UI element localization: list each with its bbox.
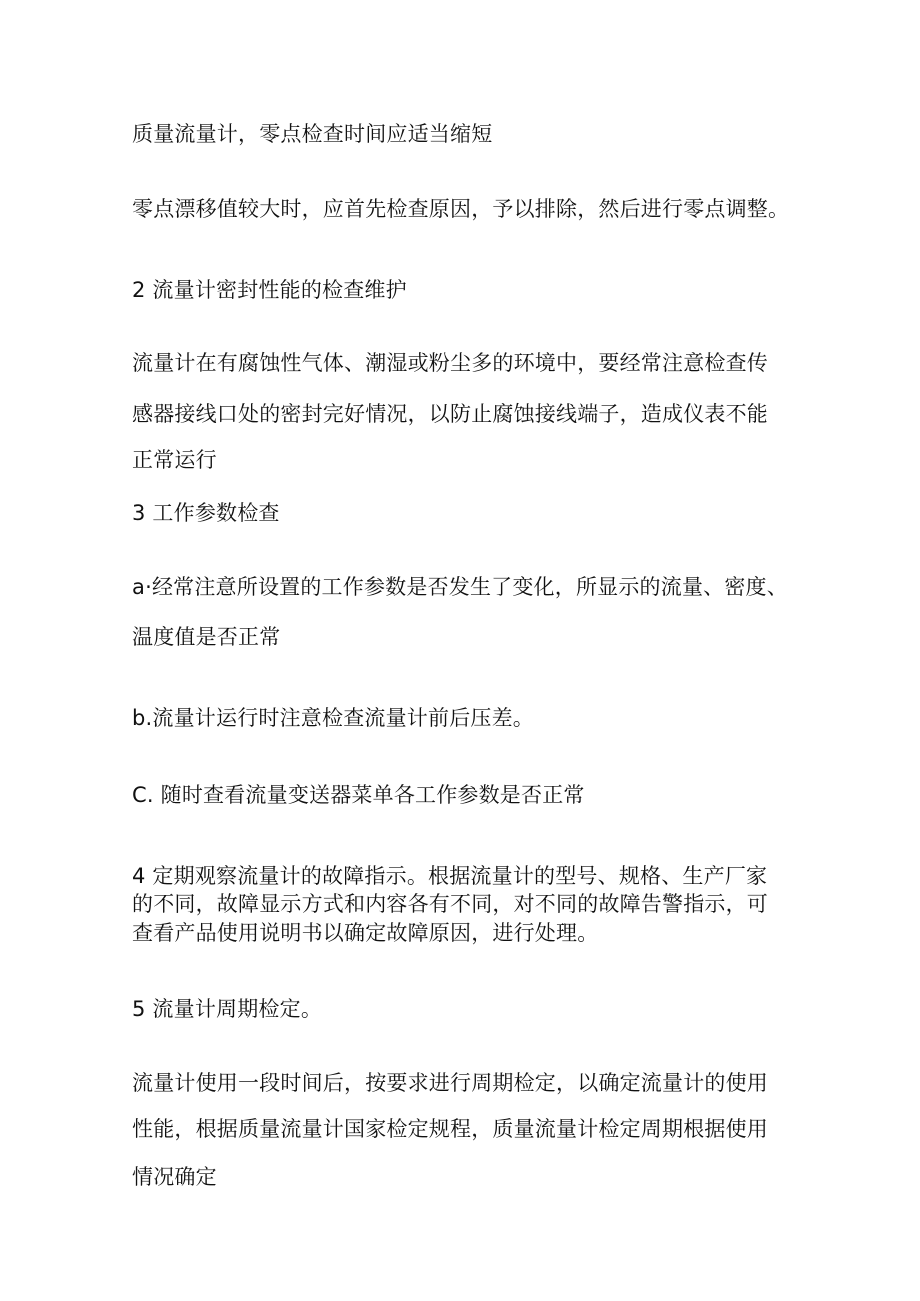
text-line: a·经常注意所设置的工作参数是否发生了变化，所显示的流量、密度、	[132, 575, 788, 599]
text-line: 温度值是否正常	[132, 625, 281, 649]
text-line: 查看产品使用说明书以确定故障原因，进行处理。	[132, 921, 599, 945]
text-line: 质量流量计，零点检查时间应适当缩短	[132, 122, 493, 146]
text-line: 情况确定	[132, 1165, 217, 1189]
text-line: 流量计在有腐蚀性气体、潮湿或粉尘多的环境中，要经常注意检查传	[132, 351, 768, 375]
section-heading: 5 流量计周期检定。	[132, 997, 323, 1021]
section-heading: 4 定期观察流量计的故障指示。根据流量计的型号、规格、生产厂家	[132, 864, 768, 888]
section-heading: 3 工作参数检查	[132, 501, 280, 525]
section-heading: 2 流量计密封性能的检查维护	[132, 278, 407, 302]
text-line: 感器接线口处的密封完好情况，以防止腐蚀接线端子，造成仪表不能	[132, 402, 768, 426]
text-line: C. 随时查看流量变送器菜单各工作参数是否正常	[132, 783, 585, 807]
text-line: 零点漂移值较大时，应首先检查原因，予以排除，然后进行零点调整。	[132, 197, 790, 221]
text-line: 性能，根据质量流量计国家检定规程，质量流量计检定周期根据使用	[132, 1117, 768, 1141]
text-line: b.流量计运行时注意检查流量计前后压差。	[132, 706, 535, 730]
text-line: 正常运行	[132, 448, 217, 472]
text-line: 的不同，故障显示方式和内容各有不同，对不同的故障告警指示，可	[132, 892, 768, 916]
text-line: 流量计使用一段时间后，按要求进行周期检定，以确定流量计的使用	[132, 1071, 768, 1095]
